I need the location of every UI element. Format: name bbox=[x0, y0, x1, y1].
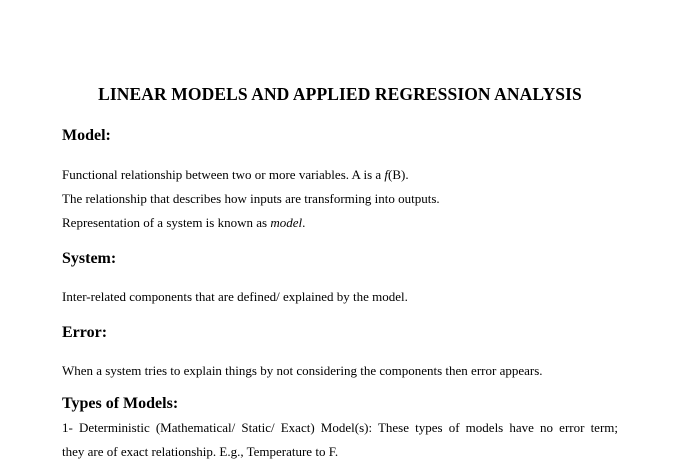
heading-model: Model: bbox=[62, 127, 111, 144]
model-paragraph-1 bbox=[62, 167, 409, 183]
model-line1-text: Functional relationship between two or more variables. A is a bbox=[62, 167, 385, 182]
model-line3-emphasis: model bbox=[270, 215, 303, 230]
error-paragraph: When a system tries to explain things by not considering the components then error appears. bbox=[62, 363, 543, 378]
model-line1-function: f bbox=[384, 167, 389, 182]
heading-error: Error: bbox=[62, 324, 108, 341]
heading-types-of-models: Types of Models: bbox=[62, 395, 179, 412]
model-paragraph-2: The relationship that describes how inputs are transforming into outputs. bbox=[62, 191, 440, 206]
document-title: LINEAR MODELS AND APPLIED REGRESSION ANALYSIS bbox=[98, 84, 582, 104]
model-line1-end: (B). bbox=[388, 167, 409, 182]
types-paragraph-line-1: 1- Deterministic (Mathematical/ Static/ Exact) Model(s): These types of models have no error term; bbox=[62, 420, 618, 435]
types-paragraph-line-2: they are of exact relationship. E.g., Temperature to F. bbox=[62, 444, 339, 459]
system-paragraph: Inter-related components that are defined/ explained by the model. bbox=[62, 289, 408, 304]
model-line3-end: . bbox=[302, 215, 306, 230]
model-line3-text: Representation of a system is known as bbox=[62, 215, 271, 230]
heading-system: System: bbox=[62, 250, 117, 267]
model-paragraph-3 bbox=[62, 215, 305, 231]
